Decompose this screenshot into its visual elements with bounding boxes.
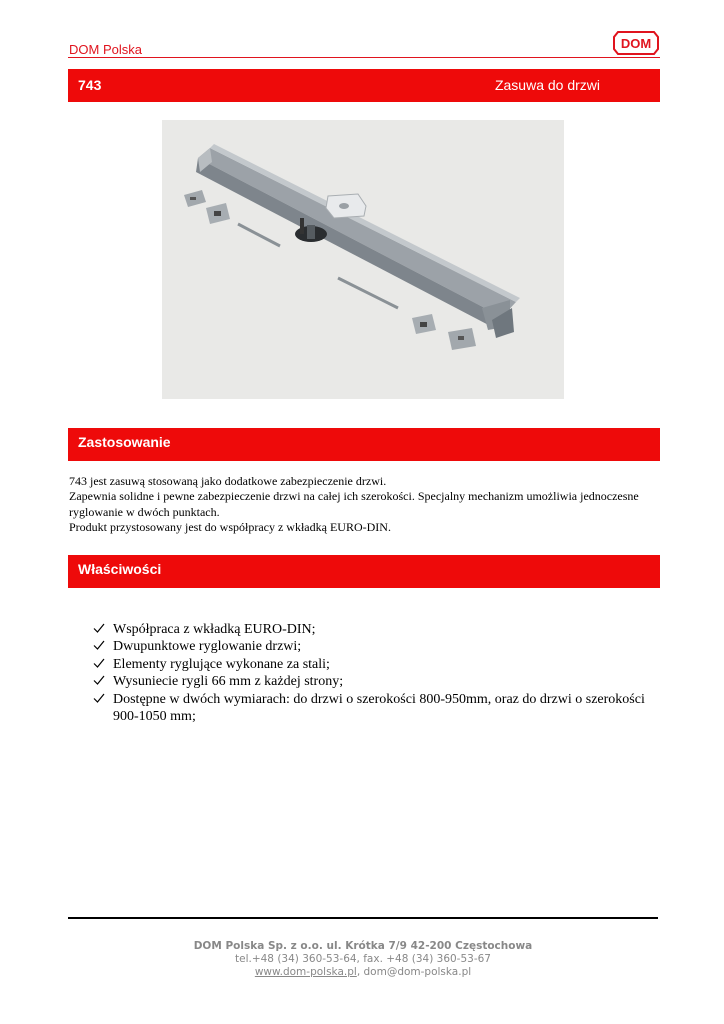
footer-contact-line	[68, 966, 658, 979]
list-item-text: Elementy ryglujące wykonane za stali;	[113, 656, 330, 672]
footer-phone-line: tel.+48 (34) 360-53-64, fax. +48 (34) 360-53-67	[235, 953, 491, 965]
section-bar-properties	[68, 555, 660, 588]
section-title-properties: Właściwości	[78, 561, 162, 577]
product-title-bar	[68, 69, 660, 102]
list-item-text: Wysuniecie rygli 66 mm z każdej strony;	[113, 674, 344, 690]
properties-list	[92, 621, 652, 725]
website-link[interactable]: www.dom-polska.pl	[254, 966, 357, 978]
footer-separator: ,	[356, 966, 364, 978]
footer-company-line: DOM Polska Sp. z o.o. ul. Krótka 7/9 42-200 Częstochowa	[193, 940, 533, 952]
checkmark-icon	[92, 621, 106, 635]
list-item-text: Dwupunktowe ryglowanie drzwi;	[113, 639, 302, 655]
list-item	[92, 656, 652, 673]
header-company: DOM Polska	[69, 42, 142, 57]
list-item-text: Dostępne w dwóch wymiarach: do drzwi o szerokości 800-950mm, oraz do drzwi o szerokości 900-1050 mm;	[113, 691, 645, 725]
checkmark-icon	[92, 638, 106, 652]
application-text	[69, 474, 669, 535]
header-divider	[68, 57, 660, 58]
product-name: Zasuwa do drzwi	[494, 77, 600, 93]
checkmark-icon	[92, 691, 106, 705]
application-paragraph: Produkt przystosowany jest do współpracy z wkładką EURO-DIN.	[69, 519, 391, 534]
dom-logo-text: DOM	[620, 36, 652, 51]
footer	[68, 940, 658, 979]
list-item	[92, 638, 652, 655]
application-paragraph: Zapewnia solidne i pewne zabezpieczenie drzwi na całej ich szerokości. Specjalny mechanizm umożliwia jednoczesne ryglowanie w dwóch punktach.	[69, 489, 639, 519]
product-number: 743	[78, 77, 102, 93]
email-text: dom@dom-polska.pl	[363, 966, 472, 978]
checkmark-icon	[92, 656, 106, 670]
section-title-application: Zastosowanie	[78, 434, 171, 450]
footer-divider	[68, 917, 658, 919]
list-item	[92, 691, 652, 726]
list-item-text: Współpraca z wkładką EURO-DIN;	[113, 622, 316, 637]
product-photo	[162, 120, 564, 399]
application-paragraph: 743 jest zasuwą stosowaną jako dodatkowe zabezpieczenie drzwi.	[69, 474, 387, 488]
section-bar-application	[68, 428, 660, 461]
dom-logo	[613, 30, 659, 56]
list-item	[92, 621, 652, 638]
checkmark-icon	[92, 673, 106, 687]
list-item	[92, 673, 652, 690]
